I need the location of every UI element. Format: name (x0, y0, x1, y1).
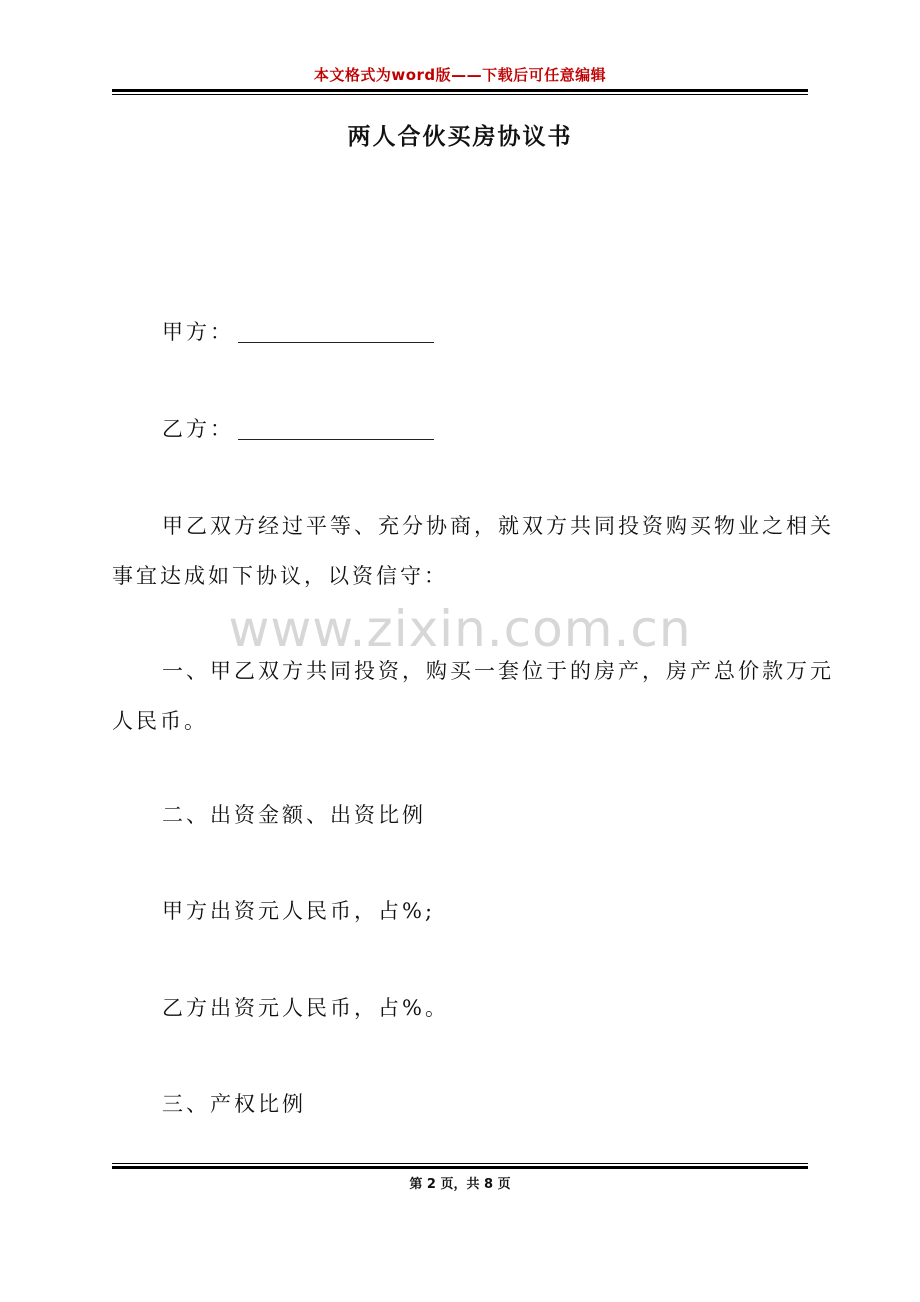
party-b-line (162, 413, 434, 443)
clause-2-party-a: 甲方出资元人民币，占%; (162, 899, 436, 923)
party-a-label: 甲方： (162, 320, 234, 344)
party-b-blank (238, 439, 434, 440)
clause-2-party-b: 乙方出资元人民币，占%。 (162, 996, 449, 1020)
intro-paragraph-line-1: 甲乙双方经过平等、充分协商，就双方共同投资购买物业之相关 (162, 514, 834, 538)
header-notice: 本文格式为word版——下载后可任意编辑 (313, 66, 607, 84)
party-a-blank (238, 342, 434, 343)
party-b-label: 乙方： (162, 417, 234, 441)
clause-3-heading: 三、产权比例 (162, 1092, 306, 1116)
watermark-text: www.zixin.com.cn (228, 600, 692, 658)
party-a-line (162, 316, 434, 346)
footer-rule-thick (112, 1166, 808, 1169)
footer-rule-thin (112, 1163, 808, 1164)
intro-paragraph-line-2: 事宜达成如下协议，以资信守： (112, 564, 448, 588)
header-rule-thick (112, 89, 808, 92)
clause-1-line-2: 人民币。 (112, 709, 208, 733)
header-rule-thin (112, 94, 808, 95)
clause-1-line-1: 一、甲乙双方共同投资，购买一套位于的房产，房产总价款万元 (162, 659, 834, 683)
document-title: 两人合伙买房协议书 (347, 123, 573, 150)
clause-2-heading: 二、出资金额、出资比例 (162, 803, 426, 827)
page-number: 第 2 页，共 8 页 (409, 1177, 511, 1192)
